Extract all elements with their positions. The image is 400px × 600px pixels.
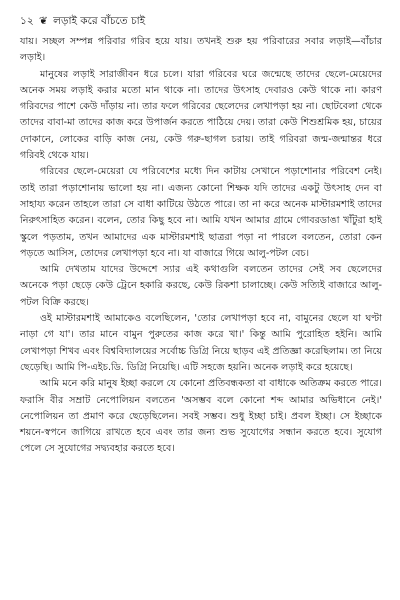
page-number: ১২: [20, 15, 34, 27]
running-title: লড়াই করে বাঁচতে চাই: [53, 15, 146, 27]
paragraph-5: ওই মাস্টারমশাই আমাকেও বলেছিলেন, 'তোর লেখাপড়া হবে না, বামুনের ছেলে যা ঘণ্টা নাড়া গে যা'। তার মানে বামুন পুরুতের কাজ করে খা।' কিন্তু আমি পুরোহিত হইনি। আমি লেখাপড়া শিখব এবং বিশ্ববিদ্যালয়ের সর্বোচ্চ ডিগ্রি নিয়ে ছাড়ব এই প্রতিজ্ঞা করেছিলাম। তা নিয়ে ছেড়েছি। আমি পি-এইচ.ডি. ডিগ্রি নিয়েছি। এটি সহজে হয়নি। অনেক লড়াই করে হয়েছে।: [20, 313, 382, 373]
paragraph-3: গরিবের ছেলে-মেয়েরা যে পরিবেশের মধ্যে দিন কাটায় সেখানে পড়াশোনার পরিবেশ নেই। তাই তারা পড়াশোনায় ভালো হয় না। এজন্য কোনো শিক্ষক যদি তাদের একটু উৎসাহ দেন বা সাহায্য করেন তাহলে তারা সে বাধা কাটিয়ে উঠতে পারে। তা না করে অনেক মাস্টারমশাই তাদের নিরুৎসাহিত করেন। বলেন, তোর কিছু হবে না। আমি যখন আমার গ্রামে গোবরডাঙা খাঁটুরা হাই স্কুলে পড়তাম, তখন আমাদের এক মাস্টারমশাই ছাত্ররা পড়া না পারলে বলতেন, তোরা কেন পড়তে আসিস, তোদের লেখাপড়া হবে না। যা বাজারে গিয়ে আলু-পটল বেচ।: [20, 166, 382, 259]
paragraph-6: আমি মনে করি মানুষ ইচ্ছা করলে যে কোনো প্রতিবন্ধকতা বা বাধাকে অতিক্রম করতে পারে। ফরাসি বীর সম্রাট নেপোলিয়ন বলতেন 'অসম্ভব বলে কোনো শব্দ আমার অভিধানে নেই।' নেপোলিয়ন তা প্রমাণ করে ছেড়েছিলেন। সবই সম্ভব। শুধু ইচ্ছা চাই। প্রবল ইচ্ছা। সে ইচ্ছাকে শয়নে-স্বপনে জাগিয়ে রাখতে হবে এবং তার জন্য শুভ সুযোগের সন্ধান করতে হবে। সুযোগ পেলে সে সুযোগের সদ্ব্যবহার করতে হবে।: [20, 378, 382, 455]
body-text: [20, 34, 382, 458]
paragraph-2: মানুষের লড়াই সারাজীবন ধরে চলে। যারা গরিবের ঘরে জন্মেছে তাদের ছেলে-মেয়েদের অনেক সময় লড়াই করার মতো মান থাকে না। তাদের উৎসাহ দেবারও কেউ থাকে না। কারণ গরিবদের পাশে কেউ দাঁড়ায় না। তার ফলে গরিবের ছেলেদের লেখাপড়া হয় না। ছোটবেলা থেকে তাদের বাবা-মা তাদের কাজ করে উপার্জন করতে পাঠিয়ে দেয়। তারা কেউ শিশুশ্রমিক হয়, চায়ের দোকানে, লোকের বাড়ি কাজ নেয়, কেউ গরু-ছাগল চরায়। তাই গরিবরা জন্ম-জন্মান্তর ধরে গরিবই থেকে যায়।: [20, 68, 382, 162]
running-head: [20, 14, 382, 28]
ornament-icon: ❦: [38, 15, 48, 27]
paragraph-1: যায়। সচ্ছল সম্পন্ন পরিবার গরিব হয়ে যায়। তখনই শুরু হয় পরিবারের সবার লড়াই—বাঁচার লড়াই।: [20, 36, 382, 64]
paragraph-4: আমি দেখতাম যাদের উদ্দেশে স্যার এই কথাগুলি বলতেন তাদের সেই সব ছেলেদের অনেকে পড়া ছেড়ে কেউ ট্রেনে হকারি করছে, কেউ রিকশা চালাচ্ছে। কেউ সত্যিই বাজারে আলু-পটল বিক্রি করছে।: [20, 264, 382, 308]
